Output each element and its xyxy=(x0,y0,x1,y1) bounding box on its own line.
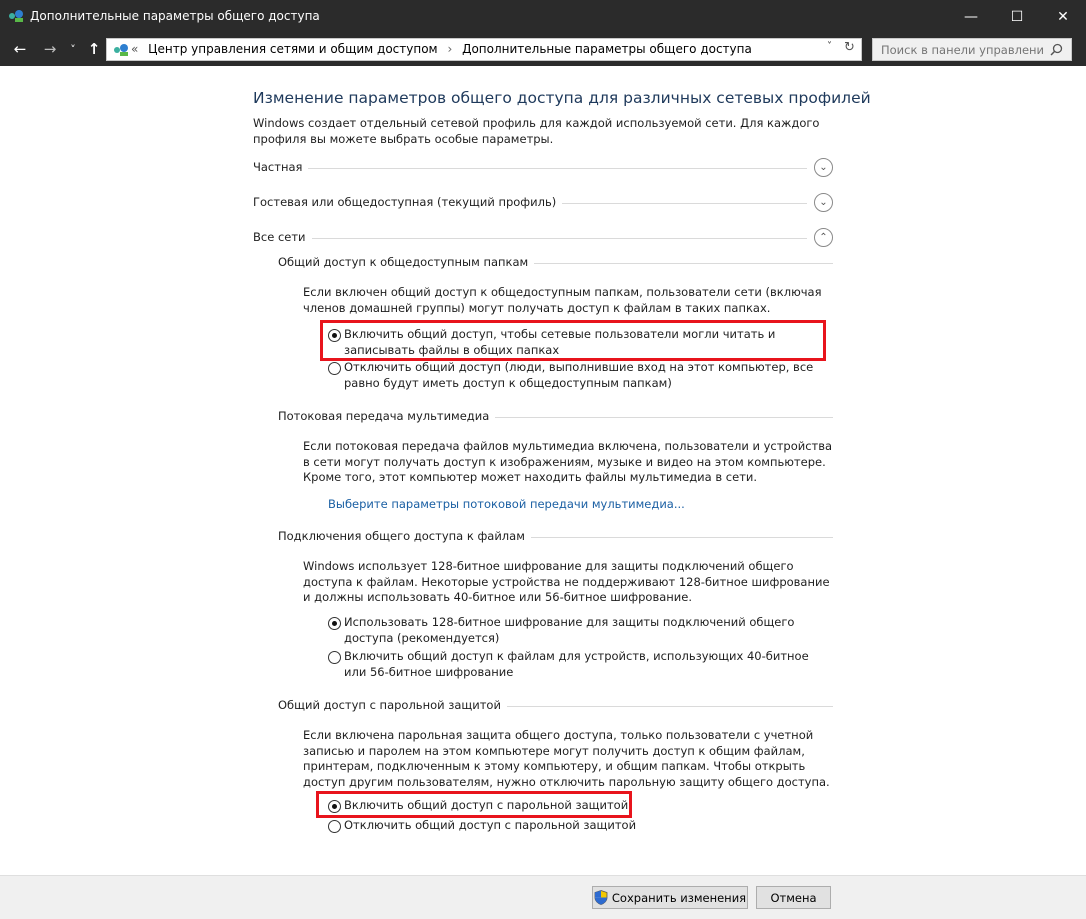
radio-40-56bit-encryption[interactable] xyxy=(328,649,828,680)
radio-label[interactable]: Отключить общий доступ с парольной защитой xyxy=(344,818,637,832)
radio-button[interactable] xyxy=(328,820,341,833)
radio-password-protection-off[interactable] xyxy=(328,818,828,834)
radio-label[interactable]: Включить общий доступ с парольной защитой xyxy=(344,798,629,812)
divider xyxy=(253,238,807,239)
breadcrumb-network-center[interactable]: Центр управления сетями и общим доступом xyxy=(148,42,438,56)
file-sharing-header xyxy=(278,528,833,546)
main-content xyxy=(0,66,1086,878)
minimize-button[interactable]: — xyxy=(964,8,978,25)
section-title: Общий доступ к общедоступным папкам xyxy=(278,255,534,269)
title-bar xyxy=(0,0,1086,33)
chevron-down-icon[interactable]: ⌄ xyxy=(814,158,833,177)
back-button[interactable]: ← xyxy=(13,40,27,58)
public-folders-header xyxy=(278,254,833,272)
search-box[interactable] xyxy=(872,38,1072,61)
radio-button-selected[interactable] xyxy=(328,617,341,630)
navigation-bar xyxy=(0,33,1086,66)
profile-private[interactable] xyxy=(253,158,833,178)
save-changes-button[interactable] xyxy=(592,886,748,909)
file-sharing-description: Windows использует 128-битное шифрование для защиты подключений общего доступа к файлам. Некоторые устройства не поддерживают 128-битное шифрование и должны использовать 40-битное или 56-битное шифрование. xyxy=(303,559,830,604)
search-icon[interactable] xyxy=(1050,43,1063,56)
section-title: Подключения общего доступа к файлам xyxy=(278,529,531,543)
profile-all-networks[interactable] xyxy=(253,228,833,248)
divider xyxy=(253,168,807,169)
radio-label[interactable]: Использовать 128-битное шифрование для защиты подключений общего доступа (рекомендуется) xyxy=(344,615,795,645)
profile-label: Все сети xyxy=(253,230,312,244)
up-button[interactable]: ↑ xyxy=(87,40,101,58)
profile-label: Частная xyxy=(253,160,308,174)
breadcrumb-advanced-sharing[interactable]: Дополнительные параметры общего доступа xyxy=(462,42,752,56)
breadcrumb xyxy=(131,42,752,56)
page-title: Изменение параметров общего доступа для различных сетевых профилей xyxy=(253,89,871,107)
footer-bar xyxy=(0,875,1086,919)
profile-label: Гостевая или общедоступная (текущий профиль) xyxy=(253,195,562,209)
radio-button[interactable] xyxy=(328,362,341,375)
network-app-icon xyxy=(8,9,24,23)
save-button-label: Сохранить изменения xyxy=(611,890,747,905)
radio-public-folders-off[interactable] xyxy=(328,360,828,391)
radio-128bit-encryption[interactable] xyxy=(328,615,828,646)
media-streaming-description: Если потоковая передача файлов мультимедиа включена, пользователи и устройства в сети могут получать доступ к изображениям, музыке и видео на этом компьютере. Кроме того, этот компьютер может находить файлы мультимедиа в сети. xyxy=(303,439,833,484)
section-title: Общий доступ с парольной защитой xyxy=(278,698,507,712)
cancel-button[interactable]: Отмена xyxy=(756,886,831,909)
radio-label[interactable]: Отключить общий доступ (люди, выполнившие вход на этот компьютер, все равно будут иметь доступ к общедоступным папкам) xyxy=(344,360,814,390)
chevron-up-icon[interactable]: ⌃ xyxy=(814,228,833,247)
shield-uac-icon xyxy=(594,890,608,905)
forward-button[interactable]: → xyxy=(43,40,57,58)
highlight-box xyxy=(316,791,632,818)
password-protection-description: Если включена парольная защита общего доступа, только пользователи с учетной записью и паролем на этом компьютере могут получить доступ к общим файлам, принтерам, подключенным к этому компьютеру, и общим папкам. Чтобы открыть доступ другим пользователям, нужно отключить парольную защиту общего доступа. xyxy=(303,728,830,789)
media-streaming-options-link[interactable]: Выберите параметры потоковой передачи мультимедиа... xyxy=(328,497,685,511)
section-title: Потоковая передача мультимедиа xyxy=(278,409,495,423)
recent-locations-button[interactable]: ˅ xyxy=(70,42,76,56)
breadcrumb-separator: › xyxy=(447,42,453,56)
breadcrumb-overflow[interactable]: « xyxy=(131,42,139,56)
address-bar[interactable] xyxy=(106,38,862,61)
address-dropdown-icon[interactable]: ˅ xyxy=(827,41,832,52)
radio-button[interactable] xyxy=(328,651,341,664)
chevron-down-icon[interactable]: ⌄ xyxy=(814,193,833,212)
close-button[interactable]: ✕ xyxy=(1057,8,1069,25)
radio-label[interactable]: Включить общий доступ, чтобы сетевые пользователи могли читать и записывать файлы в общих папках xyxy=(344,327,776,357)
refresh-icon[interactable]: ↻ xyxy=(844,40,855,55)
profile-guest-public[interactable] xyxy=(253,193,833,213)
intro-text: Windows создает отдельный сетевой профиль для каждой используемой сети. Для каждого профиля вы можете выбрать особые параметры. xyxy=(253,116,820,146)
network-center-icon xyxy=(113,42,129,57)
public-folders-description: Если включен общий доступ к общедоступным папкам, пользователи сети (включая членов домашней группы) могут получать доступ к файлам в таких папках. xyxy=(303,285,822,315)
radio-label[interactable]: Включить общий доступ к файлам для устройств, использующих 40-битное или 56-битное шифрование xyxy=(344,649,809,679)
password-protection-header xyxy=(278,697,833,715)
window-title: Дополнительные параметры общего доступа xyxy=(30,9,320,23)
search-input[interactable] xyxy=(873,39,1043,60)
maximize-button[interactable]: ☐ xyxy=(1010,8,1024,25)
media-streaming-header xyxy=(278,408,833,426)
highlight-box xyxy=(320,320,826,361)
